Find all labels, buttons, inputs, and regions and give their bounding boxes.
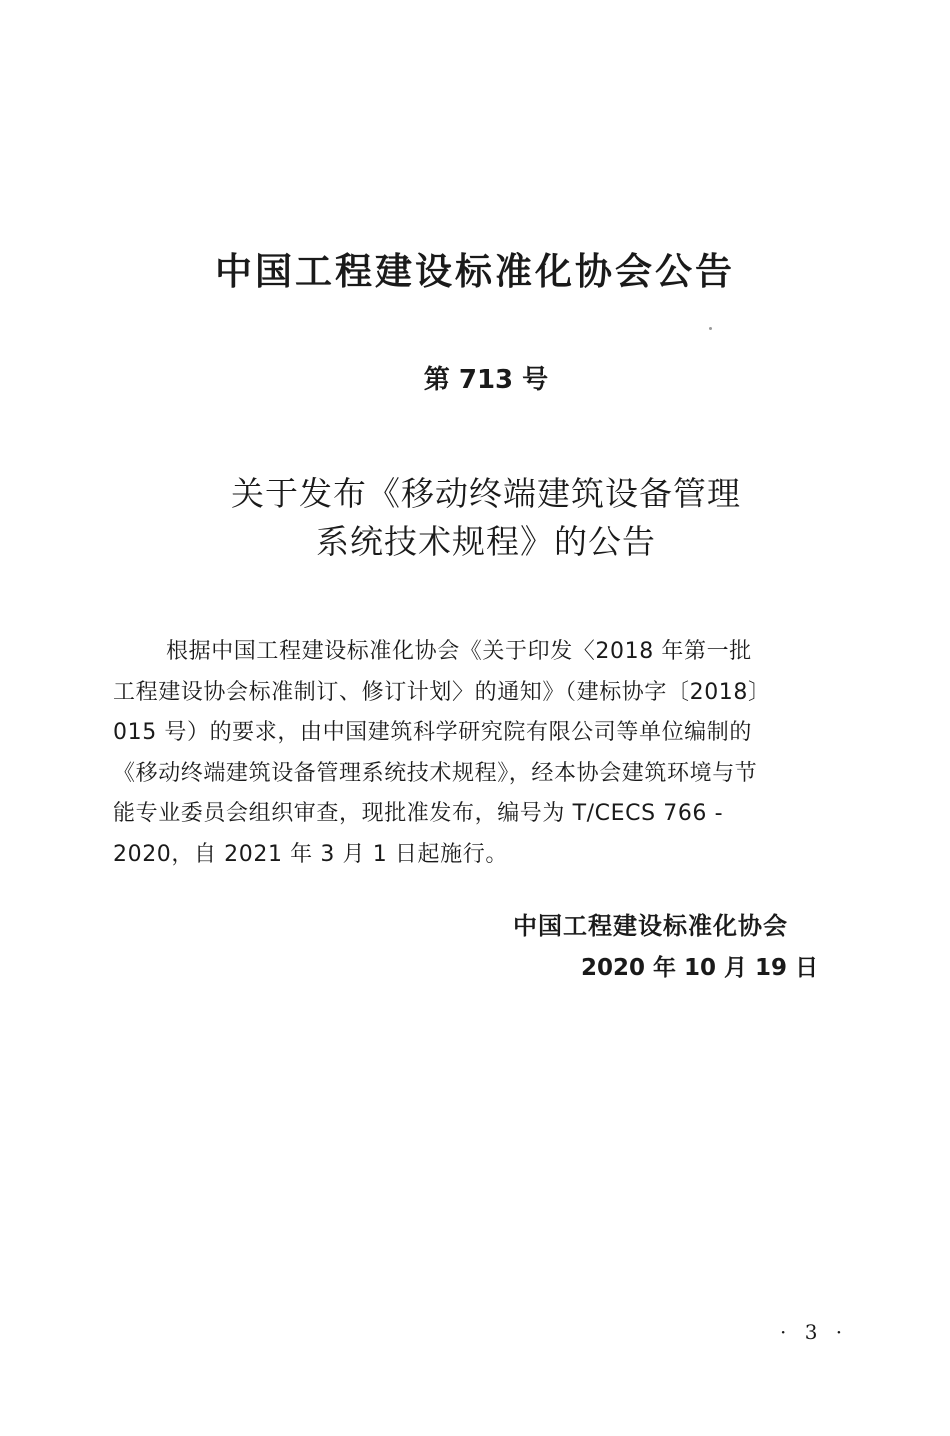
announcement-number: 第 713 号 (423, 365, 549, 395)
announcement-subject (0, 470, 950, 566)
scan-speck (709, 327, 712, 330)
body-line: 工程建设协会标准制订、修订计划〉的通知》（建标协字〔2018〕 (113, 679, 771, 705)
body-line: 2020，自 2021 年 3 月 1 日起施行。 (113, 841, 508, 867)
subject-line-2: 系统技术规程》的公告 (316, 522, 656, 561)
announcement-organization-title: 中国工程建设标准化协会公告 (215, 250, 735, 293)
body-line: 015 号）的要求，由中国建筑科学研究院有限公司等单位编制的 (113, 720, 752, 745)
body-line: 能专业委员会组织审查，现批准发布，编号为 T/CECS 766 - (113, 801, 724, 826)
body-line: 《移动终端建筑设备管理系统技术规程》，经本协会建筑环境与节 (113, 760, 758, 786)
page-number: · 3 · (780, 1320, 849, 1344)
signature-organization: 中国工程建设标准化协会 (513, 912, 788, 940)
subject-line-1: 关于发布《移动终端建筑设备管理 (231, 474, 741, 513)
body-line: 根据中国工程建设标准化协会《关于印发〈2018 年第一批 (166, 639, 752, 664)
signature-date: 2020 年 10 月 19 日 (581, 955, 819, 981)
announcement-body (113, 632, 858, 875)
